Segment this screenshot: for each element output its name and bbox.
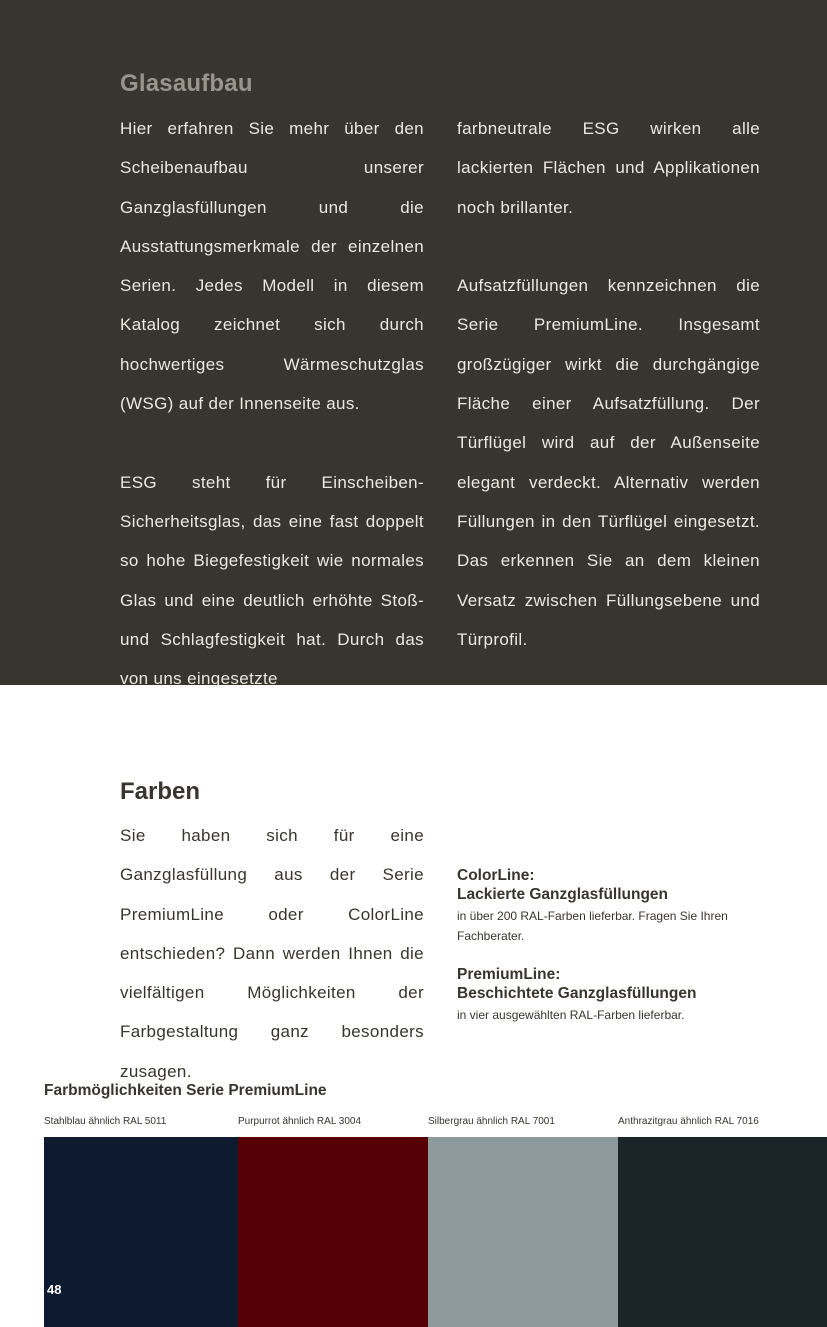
premiumline-subtitle: Beschichtete Ganzglasfüllungen [457,985,697,1002]
colorline-title: ColorLine: [457,867,535,884]
glasaufbau-right-column [457,109,760,659]
swatch-purpurrot [238,1137,428,1327]
swatch-label-purpurrot: Purpurrot ähnlich RAL 3004 [238,1116,362,1127]
colorline-subtitle: Lackierte Ganzglasfüllungen [457,886,669,903]
glasaufbau-paragraph-3: farbneutrale ESG wirken alle lackierten Flächen und Applikationen noch brillanter. [457,119,760,217]
colorline-block [457,866,757,946]
colorline-description: in über 200 RAL-Farben lieferbar. Fragen Sie Ihren Fachberater. [457,909,728,943]
premiumline-title: PremiumLine: [457,966,561,983]
farbmoeglichkeiten-heading: Farbmöglichkeiten Serie PremiumLine [44,1082,327,1099]
farben-paragraph: Sie haben sich für eine Ganzglasfüllung aus der Serie PremiumLine oder ColorLine entschieden? Dann werden Ihnen die vielfältigen Möglichkeiten der Farbgestaltung ganz besonders zusagen. [120,826,424,1081]
swatch-anthrazitgrau [618,1137,827,1327]
swatch-stahlblau [44,1137,238,1327]
swatch-label-silbergrau: Silbergrau ähnlich RAL 7001 [428,1116,555,1127]
swatch-label-anthrazitgrau: Anthrazitgrau ähnlich RAL 7016 [618,1116,759,1127]
glasaufbau-paragraph-1: Hier erfahren Sie mehr über den Scheibenaufbau unserer Ganzglasfüllungen und die Ausstattungsmerkmale der einzelnen Serien. Jedes Modell in diesem Katalog zeichnet sich durch hochwertiges Wärmeschutzglas (WSG) auf der Innenseite aus. [120,119,424,414]
premiumline-description: in vier ausgewählten RAL-Farben lieferbar. [457,1008,685,1022]
swatch-silbergrau [428,1137,618,1327]
page-number: 48 [47,1282,62,1297]
glasaufbau-heading: Glasaufbau [120,70,253,97]
glasaufbau-paragraph-4: Aufsatzfüllungen kennzeichnen die Serie PremiumLine. Insgesamt großzügiger wirkt die durchgängige Fläche einer Aufsatzfüllung. Der Türflügel wird auf der Außenseite elegant verdeckt. Alternativ werden Füllungen in den Türflügel eingesetzt. Das erkennen Sie an dem kleinen Versatz zwischen Füllungsebene und Türprofil. [457,276,760,649]
farben-heading: Farben [120,778,201,805]
glasaufbau-paragraph-2: ESG steht für Einscheiben-Sicherheitsglas, das eine fast doppelt so hohe Biegefestigkeit wie normales Glas und eine deutlich erhöhte Stoß- und Schlagfestigkeit hat. Durch das von uns eingesetzte [120,472,424,689]
glasaufbau-left-column [120,109,424,698]
premiumline-block [457,965,757,1025]
swatch-label-stahlblau: Stahlblau ähnlich RAL 5011 [44,1116,167,1127]
